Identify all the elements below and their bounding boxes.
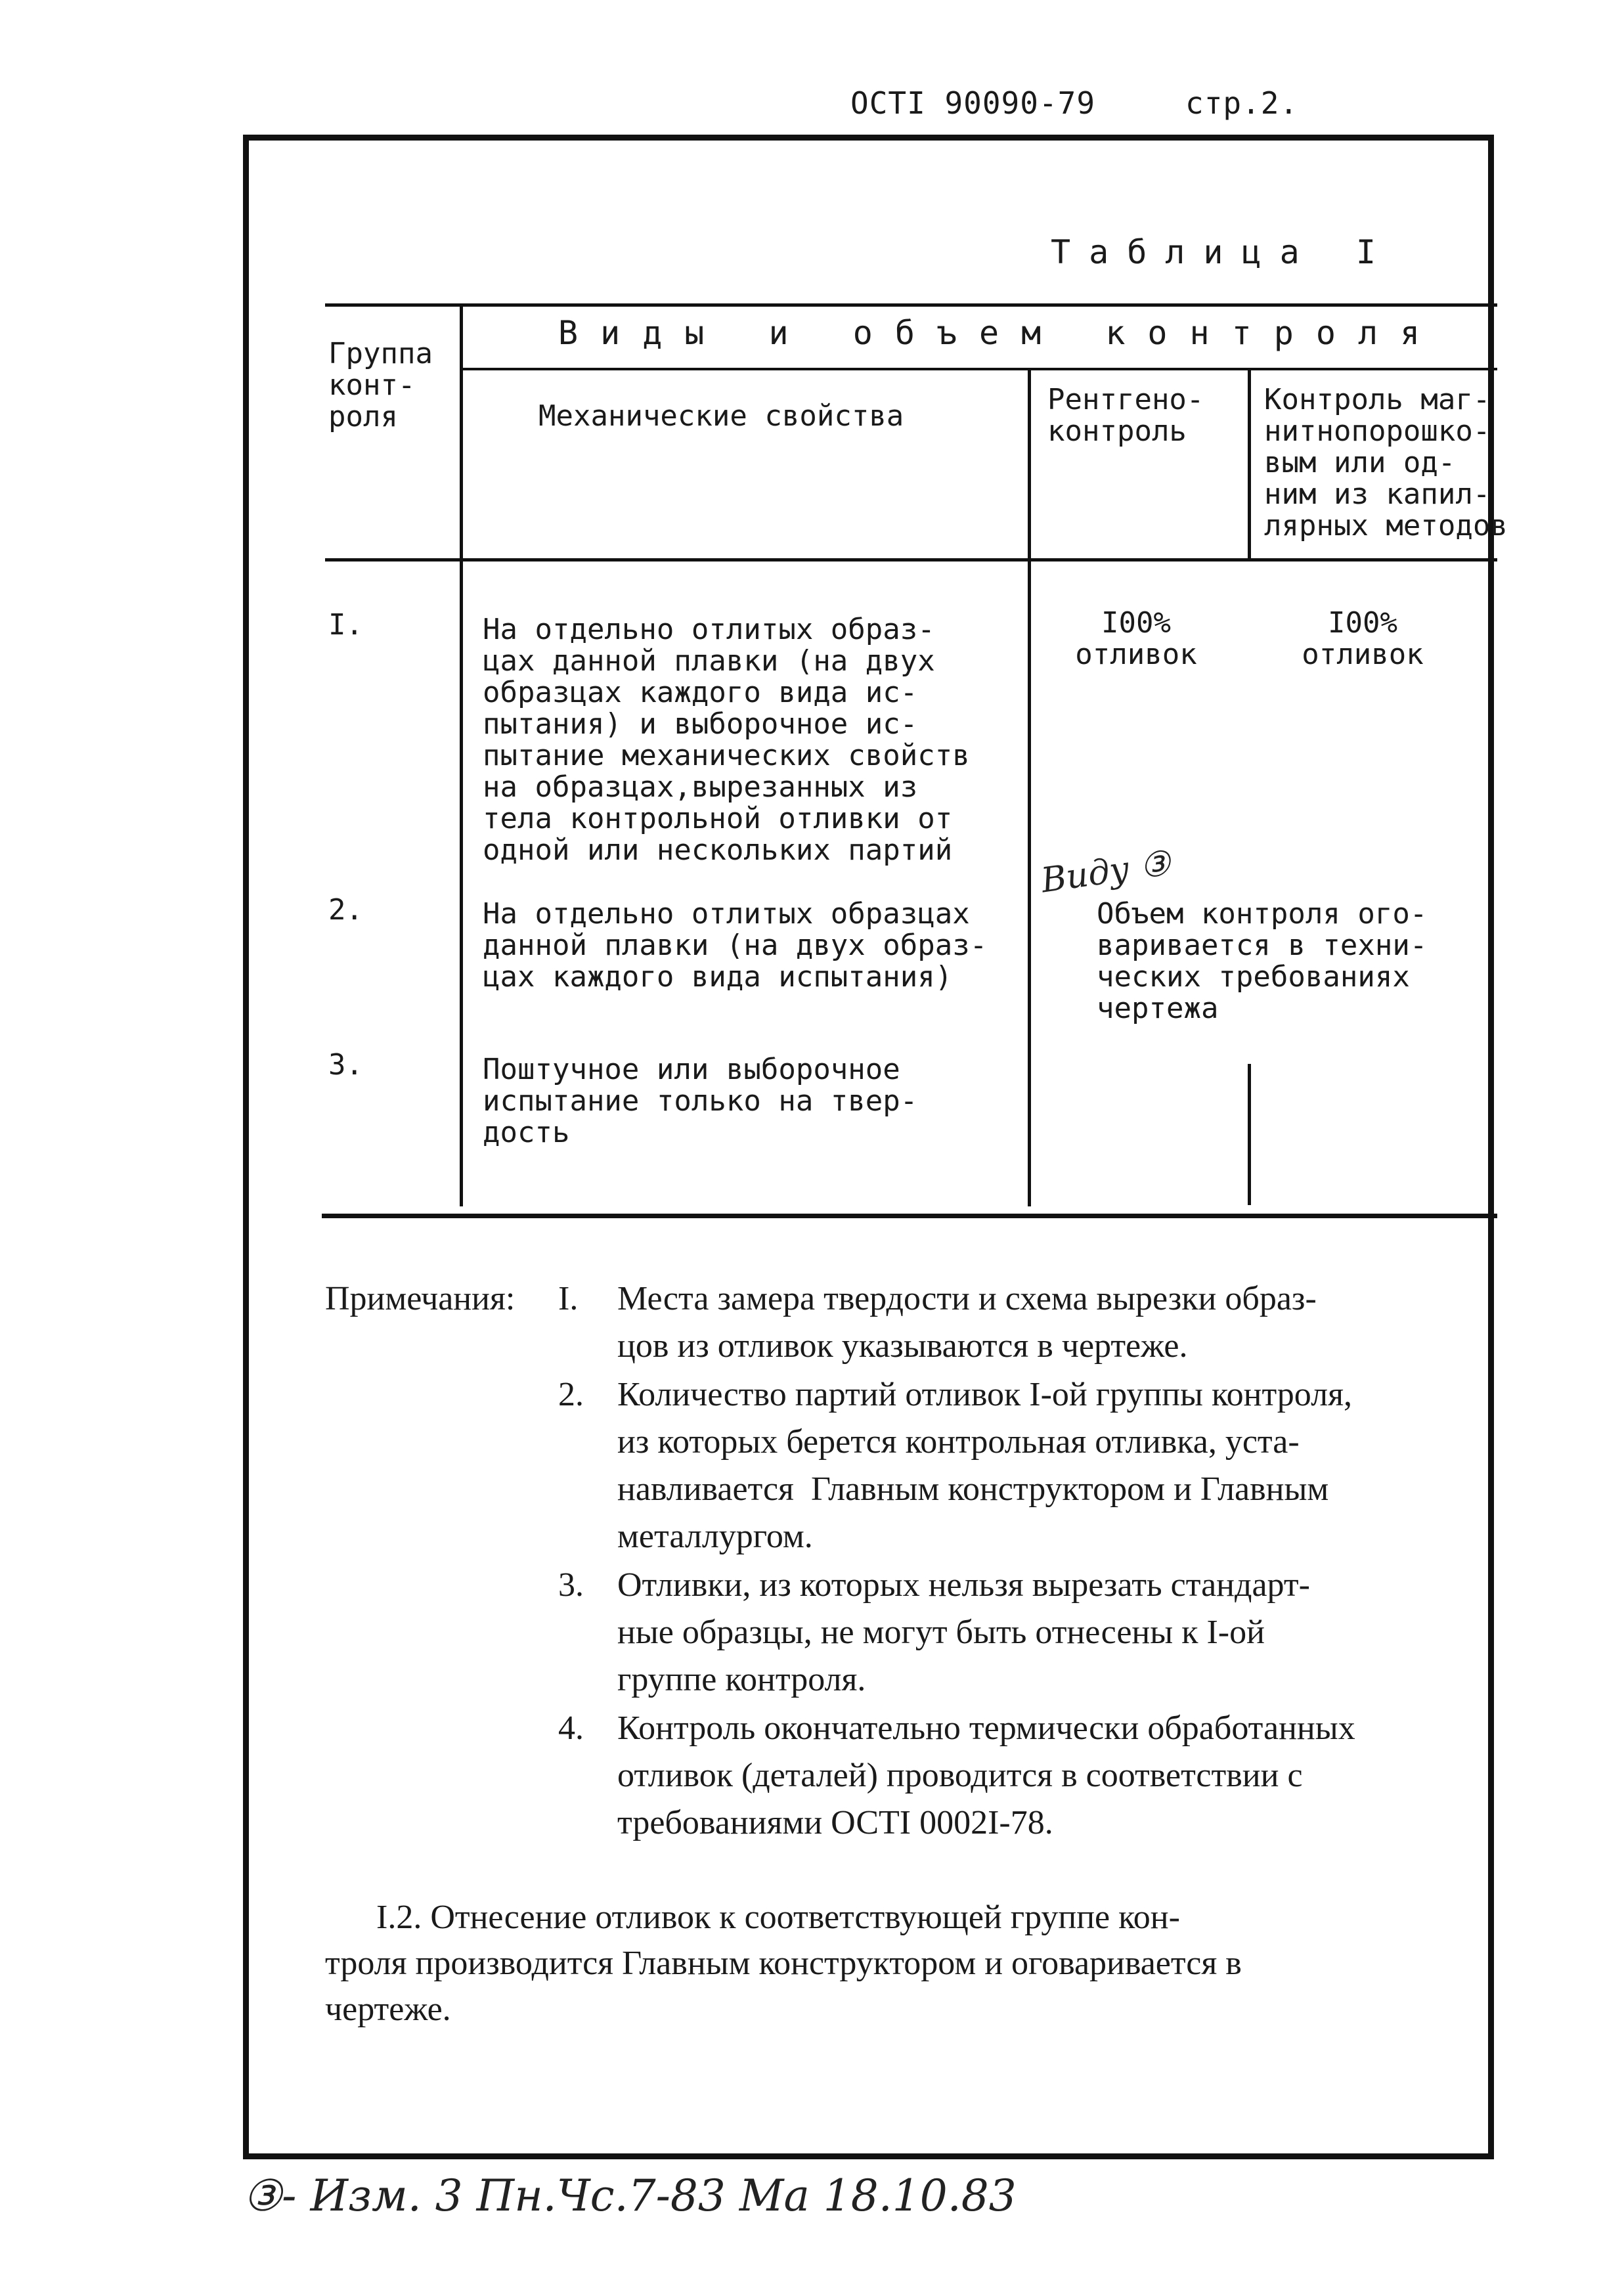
col-divider-xray-head [1248,369,1251,561]
table-top-rule [325,303,1497,307]
note-3-text: Отливки, из которых нельзя вырезать стандарт- ные образцы, не могут быть отнесены к I-ой группе контроля. [617,1566,1310,1698]
page-number: стр.2. [1185,85,1299,121]
row2-merged-volume: Объем контроля ого- варивается в техни- ческих требованиях чертежа [1097,897,1428,1025]
note-4-text: Контроль окончательно термически обработанных отливок (деталей) проводится в соответствии с требованиями ОСТI 0002I-78. [617,1709,1355,1841]
row1-mechanical: На отдельно отлитых образ- цах данной плавки (на двух образцах каждого вида ис- пытания) и выборочное ис- пытание механических свойств на образцах,вырезанных из тела контрольной отливки от одной или нескольких партий [483,613,970,867]
notes-label: Примечания: [325,1280,516,1317]
row1-xray: I00% отливок [1075,606,1197,671]
header-magnetic: Контроль маг- нитнопорошко- вым или од- ним из капил- лярных методов [1264,383,1508,542]
paragraph-1-2: I.2. Отнесение отливок к соответствующей группе кон- троля производится Главным конструктором и оговаривается в чертеже. [325,1899,1242,2028]
row1-group: I. [328,608,363,642]
note-1-text: Места замера твердости и схема вырезки образ- цов из отливок указываются в чертеже. [617,1280,1317,1365]
row2-group: 2. [328,893,363,927]
note-3-number: 3. [558,1566,584,1604]
col-divider-xray-row3 [1248,1064,1251,1205]
col-divider-mech [1028,369,1031,1206]
table-bottom-rule [322,1214,1497,1218]
header-mechanical: Механические свойства [538,399,904,433]
header-group: Группа конт- роля [328,337,433,433]
note-2-number: 2. [558,1376,584,1413]
row2-mechanical: На отдельно отлитых образцах данной плавки (на двух образ- цах каждого вида испытания) [483,897,988,994]
note-2-text: Количество партий отливок I-ой группы контроля, из которых берется контрольная отливка, уста- навливается Главным конструктором и Главным металлургом. [617,1376,1352,1555]
revision-note: ③- Изм. 3 Пн.Чс.7-83 Ма 18.10.83 [243,2170,1017,2221]
table-title: Таблица I [1051,233,1394,271]
header-sub-rule [461,368,1497,370]
header-bottom-rule [325,558,1497,561]
row3-group: 3. [328,1048,363,1082]
note-1-number: I. [558,1280,579,1317]
header-types: Виды и объем контроля [558,314,1443,352]
document-code: ОСТI 90090-79 [850,85,1096,121]
note-4-number: 4. [558,1709,584,1747]
header-xray: Рентгено- контроль [1047,383,1204,448]
row3-mechanical: Поштучное или выборочное испытание только на твер- дость [483,1053,918,1149]
handwritten-correction: Виду ③ [1038,843,1174,901]
col-divider-group [460,303,463,1206]
row1-magnetic: I00% отливок [1302,606,1424,671]
